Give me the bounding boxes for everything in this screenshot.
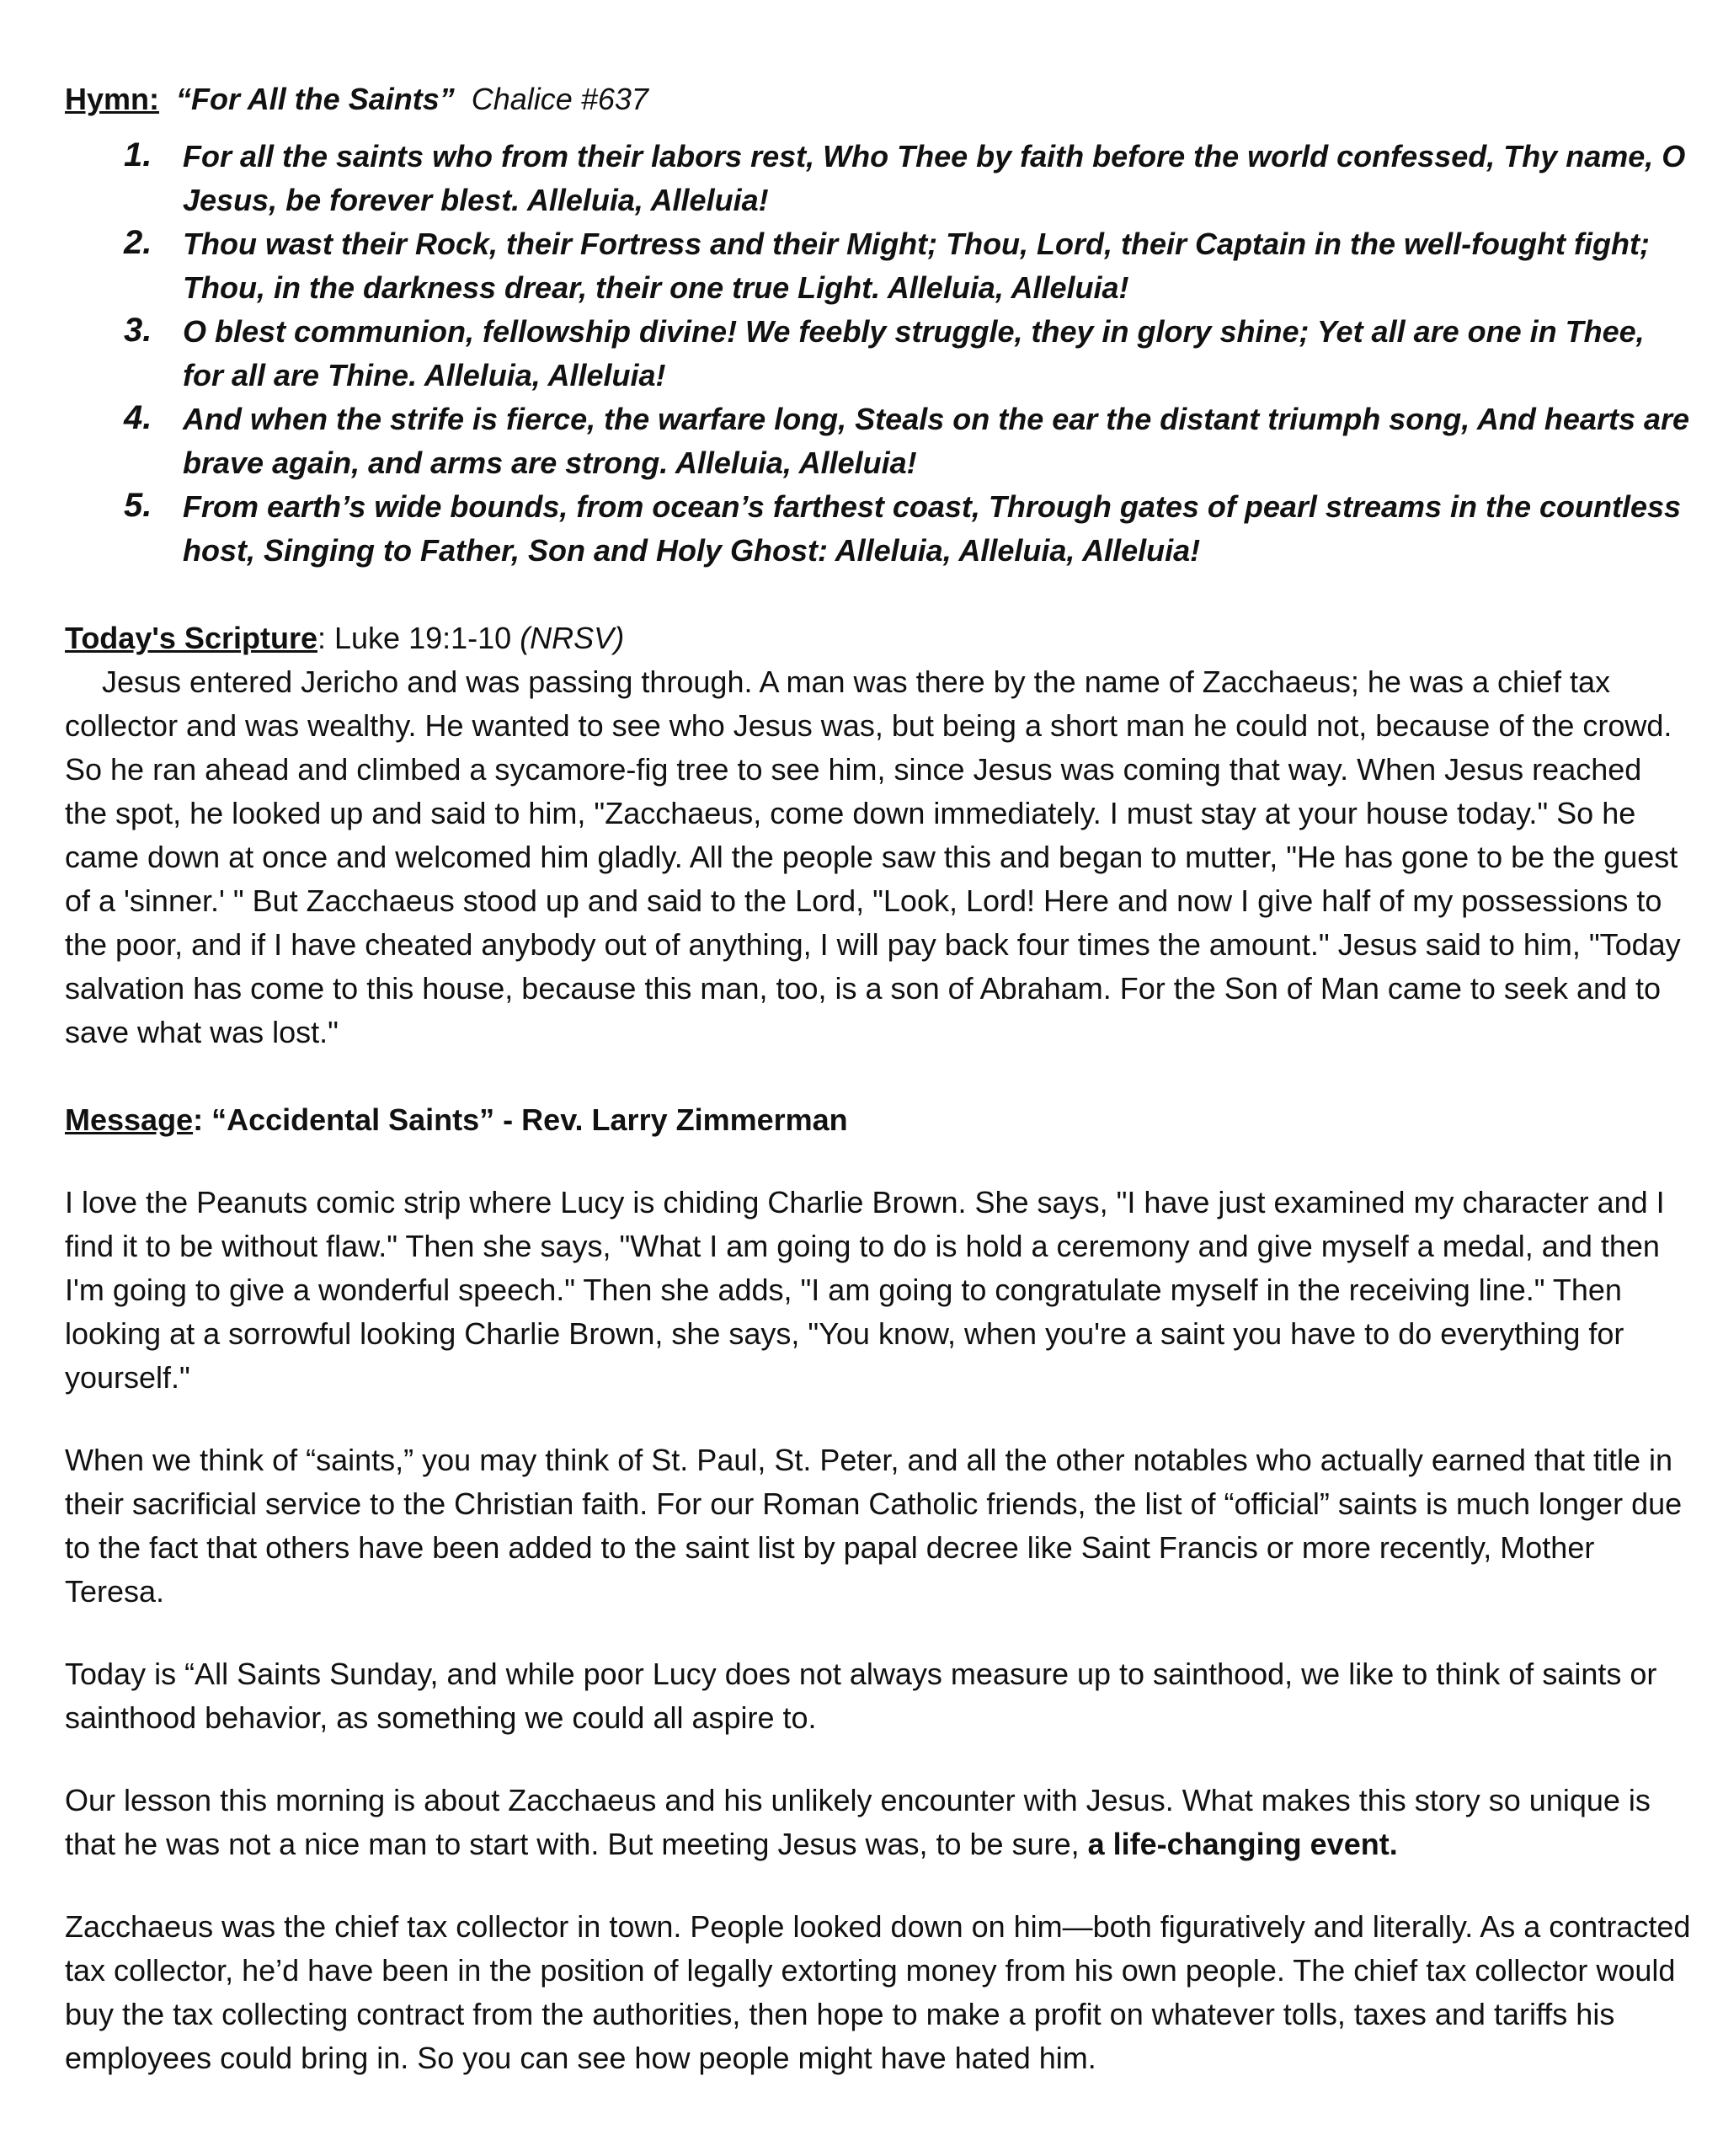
message-paragraph-text: Our lesson this morning is about Zacchaeus and his unlikely encounter with Jesus. What makes this story so unique is that he was not a nice man to start with. But meeting Jesus was, to be sure, bbox=[65, 1783, 1651, 1861]
message-emphasis: a life-changing event. bbox=[1087, 1827, 1398, 1861]
hymn-source: Chalice #637 bbox=[471, 82, 648, 116]
verse-number: 1. bbox=[124, 136, 152, 173]
hymn-heading bbox=[65, 77, 1692, 121]
hymn-verses bbox=[65, 135, 1692, 573]
verse-text: From earth’s wide bounds, from ocean’s farthest coast, Through gates of pearl streams in the countless host, Singing to Father, Son and Holy Ghost: Alleluia, Alleluia, Alleluia! bbox=[183, 489, 1682, 568]
hymn-verse bbox=[65, 485, 1692, 573]
hymn-verse bbox=[65, 222, 1692, 310]
hymn-label: Hymn: bbox=[65, 82, 160, 116]
verse-number: 5. bbox=[124, 487, 152, 524]
bulletin-page bbox=[65, 77, 1692, 2080]
verse-number: 2. bbox=[124, 224, 152, 261]
hymn-verse bbox=[65, 135, 1692, 222]
message-paragraph: When we think of “saints,” you may think of St. Paul, St. Peter, and all the other notables who actually earned that title in their sacrificial service to the Christian faith. For our Roman Catholic friends, the list of “official” saints is much longer due to the fact that others have been added to the saint list by papal decree like Saint Francis or more recently, Mother Teresa. bbox=[65, 1443, 1683, 1609]
hymn-title: “For All the Saints” bbox=[176, 82, 455, 116]
scripture-separator: : bbox=[317, 621, 334, 655]
scripture-text: Jesus entered Jericho and was passing through. A man was there by the name of Zacchaeus; he was a chief tax collector and was wealthy. He wanted to see who Jesus was, but being a short man he could not, because of the crowd. So he ran ahead and climbed a sycamore-fig tree to see him, since Jesus was coming that way. When Jesus reached the spot, he looked up and said to him, "Zacchaeus, come down immediately. I must stay at your house today." So he came down at once and welcomed him gladly. All the people saw this and began to mutter, "He has gone to be the guest of a 'sinner.' " But Zacchaeus stood up and said to the Lord, "Look, Lord! Here and now I give half of my possessions to the poor, and if I have cheated anybody out of anything, I will pay back four times the amount." Jesus said to him, "Today salvation has come to this house, because this man, too, is a son of Abraham. For the Son of Man came to seek and to save what was lost." bbox=[65, 664, 1681, 1049]
hymn-verse bbox=[65, 398, 1692, 485]
message-paragraph: Zacchaeus was the chief tax collector in town. People looked down on him—both figuratively and literally. As a contracted tax collector, he’d have been in the position of legally extorting money from his own people. The chief tax collector would buy the tax collecting contract from the authorities, then hope to make a profit on whatever tolls, taxes and tariffs his employees could bring in. So you can see how people might have hated him. bbox=[65, 1909, 1691, 2075]
message-label: Message bbox=[65, 1102, 194, 1137]
message-heading bbox=[65, 1098, 1692, 1142]
scripture-heading bbox=[65, 616, 1692, 660]
message-paragraph: Today is “All Saints Sunday, and while poor Lucy does not always measure up to sainthood, we like to think of saints or sainthood behavior, as something we could all aspire to. bbox=[65, 1657, 1657, 1735]
hymn-verse bbox=[65, 310, 1692, 398]
verse-text: And when the strife is fierce, the warfare long, Steals on the ear the distant triumph song, And hearts are brave again, and arms are strong. Alleluia, Alleluia! bbox=[183, 402, 1690, 480]
scripture-reference: Luke 19:1-10 bbox=[334, 621, 512, 655]
message-title: : “Accidental Saints” - Rev. Larry Zimmerman bbox=[193, 1102, 848, 1137]
verse-text: For all the saints who from their labors rest, Who Thee by faith before the world confessed, Thy name, O Jesus, be forever blest. Alleluia, Alleluia! bbox=[183, 139, 1686, 217]
scripture-version: (NRSV) bbox=[520, 621, 625, 655]
verse-number: 3. bbox=[124, 312, 152, 349]
verse-text: O blest communion, fellowship divine! We feebly struggle, they in glory shine; Yet all are one in Thee, for all are Thine. Alleluia, Alleluia! bbox=[183, 314, 1645, 392]
message-paragraph: I love the Peanuts comic strip where Lucy is chiding Charlie Brown. She says, "I have just examined my character and I find it to be without flaw." Then she says, "What I am going to do is hold a ceremony and give myself a medal, and then I'm going to give a wonderful speech." Then she adds, "I am going to congratulate myself in the receiving line." Then looking at a sorrowful looking Charlie Brown, she says, "You know, when you're a saint you have to do everything for yourself." bbox=[65, 1185, 1665, 1395]
verse-text: Thou wast their Rock, their Fortress and their Might; Thou, Lord, their Captain in the well-fought fight; Thou, in the darkness drear, their one true Light. Alleluia, Alleluia! bbox=[183, 227, 1650, 305]
verse-number: 4. bbox=[124, 399, 152, 436]
scripture-label: Today's Scripture bbox=[65, 621, 317, 655]
message-paragraph bbox=[65, 1779, 1692, 1866]
